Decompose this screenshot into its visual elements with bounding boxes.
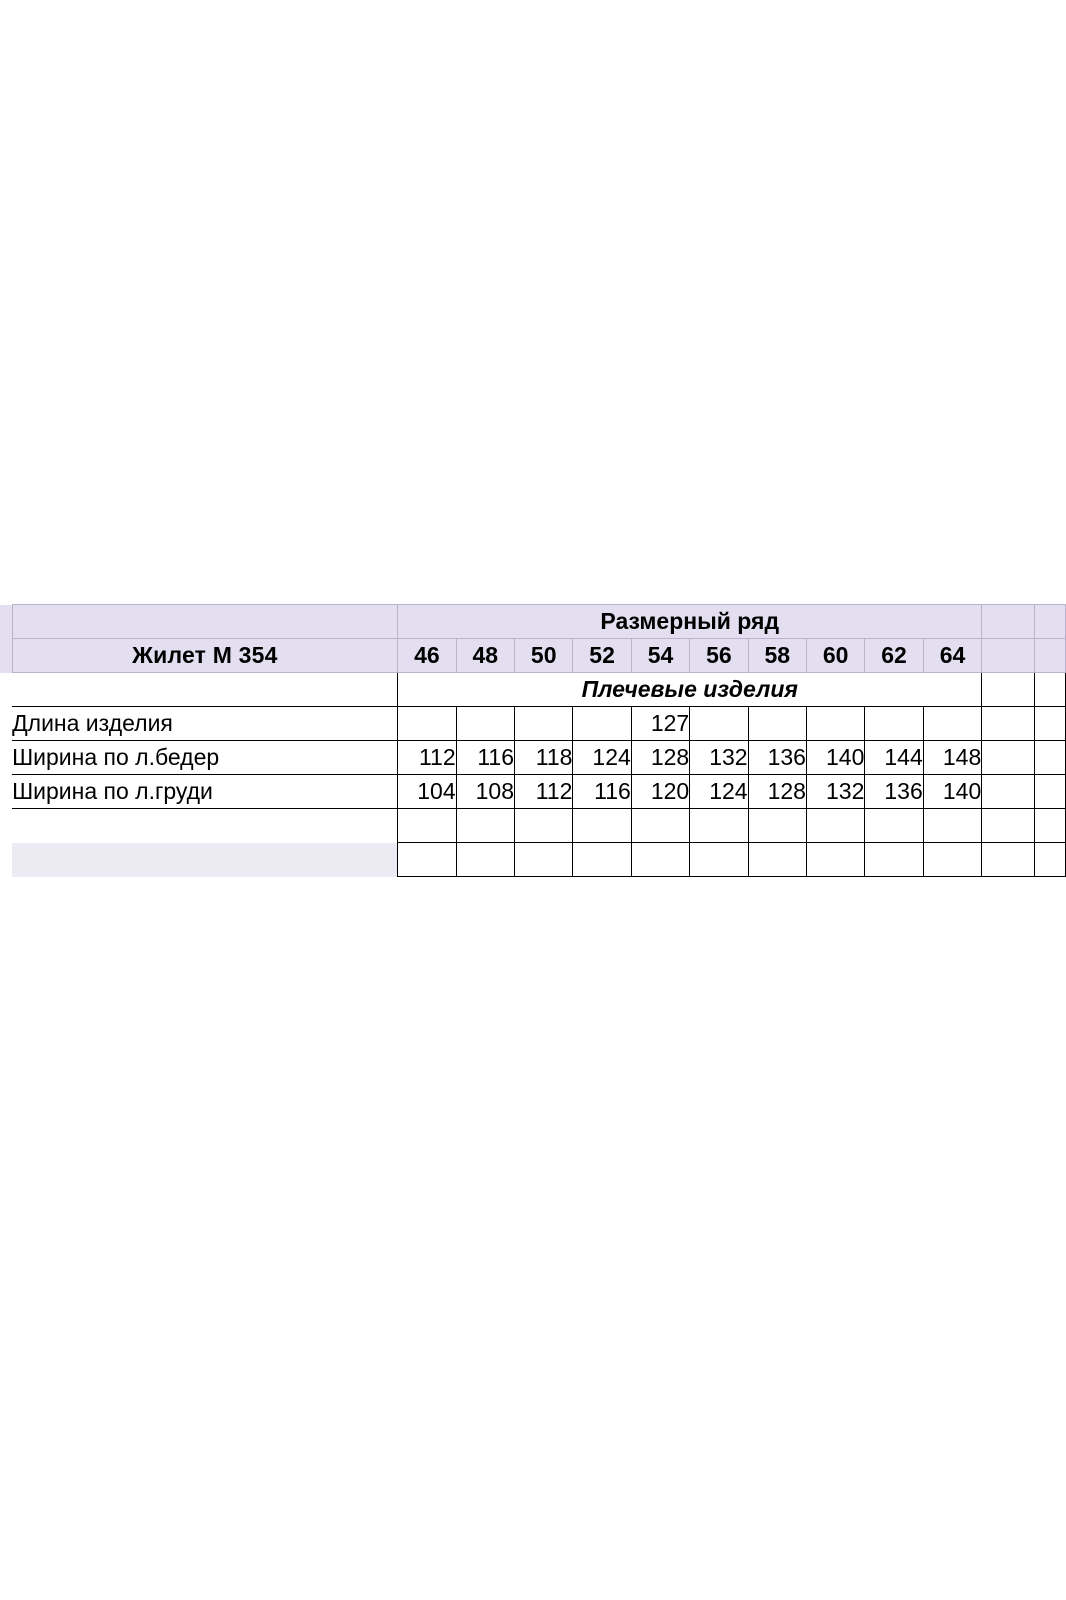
- section-header: Плечевые изделия: [398, 673, 982, 707]
- row-value: [690, 843, 748, 877]
- row-value: [923, 843, 982, 877]
- header-tail-cell-3: [982, 639, 1034, 673]
- size-range-header: Размерный ряд: [398, 605, 982, 639]
- row-value: [865, 707, 923, 741]
- row-value: 136: [865, 775, 923, 809]
- row-value: 120: [631, 775, 689, 809]
- size-header-cell: 48: [456, 639, 514, 673]
- row-value: 118: [515, 741, 573, 775]
- size-header-cell: 52: [573, 639, 631, 673]
- header-tail-cell-4: [1034, 639, 1065, 673]
- row-value: [573, 809, 631, 843]
- row-value: [398, 843, 456, 877]
- row-value: [923, 707, 982, 741]
- row-tail-cell-2: [1034, 707, 1065, 741]
- row-tail-cell-2: [1034, 741, 1065, 775]
- row-value: 140: [923, 775, 982, 809]
- product-title: Жилет М 354: [12, 639, 398, 673]
- header-tail-cell-1: [982, 605, 1034, 639]
- row-value: 116: [573, 775, 631, 809]
- row-value: 116: [456, 741, 514, 775]
- section-left-spacer: [0, 673, 12, 707]
- row-value: 127: [631, 707, 689, 741]
- row-value: [631, 809, 689, 843]
- table-row: [0, 809, 1066, 843]
- row-value: [865, 809, 923, 843]
- row-left-spacer: [0, 741, 12, 775]
- row-value: [631, 843, 689, 877]
- size-chart-container: [0, 604, 1066, 877]
- row-tail-cell-1: [982, 775, 1034, 809]
- row-value: 132: [806, 775, 864, 809]
- row-tail-cell-2: [1034, 775, 1065, 809]
- row-value: 124: [690, 775, 748, 809]
- row-left-spacer: [0, 843, 12, 877]
- row-value: [515, 707, 573, 741]
- header-blank-title: [12, 605, 398, 639]
- size-header-cell: 46: [398, 639, 456, 673]
- row-tail-cell-1: [982, 741, 1034, 775]
- row-label: [12, 809, 398, 843]
- row-value: [690, 707, 748, 741]
- row-value: [806, 707, 864, 741]
- row-value: 112: [398, 741, 456, 775]
- row-value: [806, 809, 864, 843]
- row-tail-cell-2: [1034, 843, 1065, 877]
- row-value: 132: [690, 741, 748, 775]
- row-value: [865, 843, 923, 877]
- size-header-cell: 60: [806, 639, 864, 673]
- row-value: [456, 707, 514, 741]
- table-row: [0, 843, 1066, 877]
- row-value: 128: [631, 741, 689, 775]
- row-value: [923, 809, 982, 843]
- row-value: 112: [515, 775, 573, 809]
- table-row: [0, 707, 1066, 741]
- table-row: [0, 741, 1066, 775]
- row-value: 144: [865, 741, 923, 775]
- row-value: [806, 843, 864, 877]
- row-tail-cell-2: [1034, 809, 1065, 843]
- row-value: [456, 843, 514, 877]
- row-value: 108: [456, 775, 514, 809]
- row-value: [573, 707, 631, 741]
- row-left-spacer: [0, 707, 12, 741]
- size-header-cell: 64: [923, 639, 982, 673]
- row-label: Ширина по л.бедер: [12, 741, 398, 775]
- row-tail-cell-1: [982, 843, 1034, 877]
- header-left-spacer: [0, 605, 12, 639]
- row-value: [398, 809, 456, 843]
- row-label: [12, 843, 398, 877]
- size-header-cell: 56: [690, 639, 748, 673]
- section-left-blank: [12, 673, 398, 707]
- header-range-row: [0, 605, 1066, 639]
- section-tail-cell-2: [1034, 673, 1065, 707]
- row-value: [748, 843, 806, 877]
- row-left-spacer: [0, 775, 12, 809]
- row-value: [690, 809, 748, 843]
- row-value: [748, 707, 806, 741]
- row-value: [515, 843, 573, 877]
- row-value: [456, 809, 514, 843]
- row-left-spacer: [0, 809, 12, 843]
- row-value: [748, 809, 806, 843]
- row-label: Длина изделия: [12, 707, 398, 741]
- size-header-cell: 50: [515, 639, 573, 673]
- row-value: 124: [573, 741, 631, 775]
- row-value: 140: [806, 741, 864, 775]
- size-header-cell: 62: [865, 639, 923, 673]
- header-sizes-row: [0, 639, 1066, 673]
- row-value: 128: [748, 775, 806, 809]
- row-value: [573, 843, 631, 877]
- row-value: [515, 809, 573, 843]
- section-header-row: [0, 673, 1066, 707]
- header-left-spacer-2: [0, 639, 12, 673]
- row-tail-cell-1: [982, 707, 1034, 741]
- size-header-cell: 58: [748, 639, 806, 673]
- row-value: 104: [398, 775, 456, 809]
- header-tail-cell-2: [1034, 605, 1065, 639]
- row-value: 148: [923, 741, 982, 775]
- row-value: [398, 707, 456, 741]
- size-chart-table: [0, 604, 1066, 877]
- row-label: Ширина по л.груди: [12, 775, 398, 809]
- section-tail-cell-1: [982, 673, 1034, 707]
- size-header-cell: 54: [631, 639, 689, 673]
- row-value: 136: [748, 741, 806, 775]
- row-tail-cell-1: [982, 809, 1034, 843]
- table-row: [0, 775, 1066, 809]
